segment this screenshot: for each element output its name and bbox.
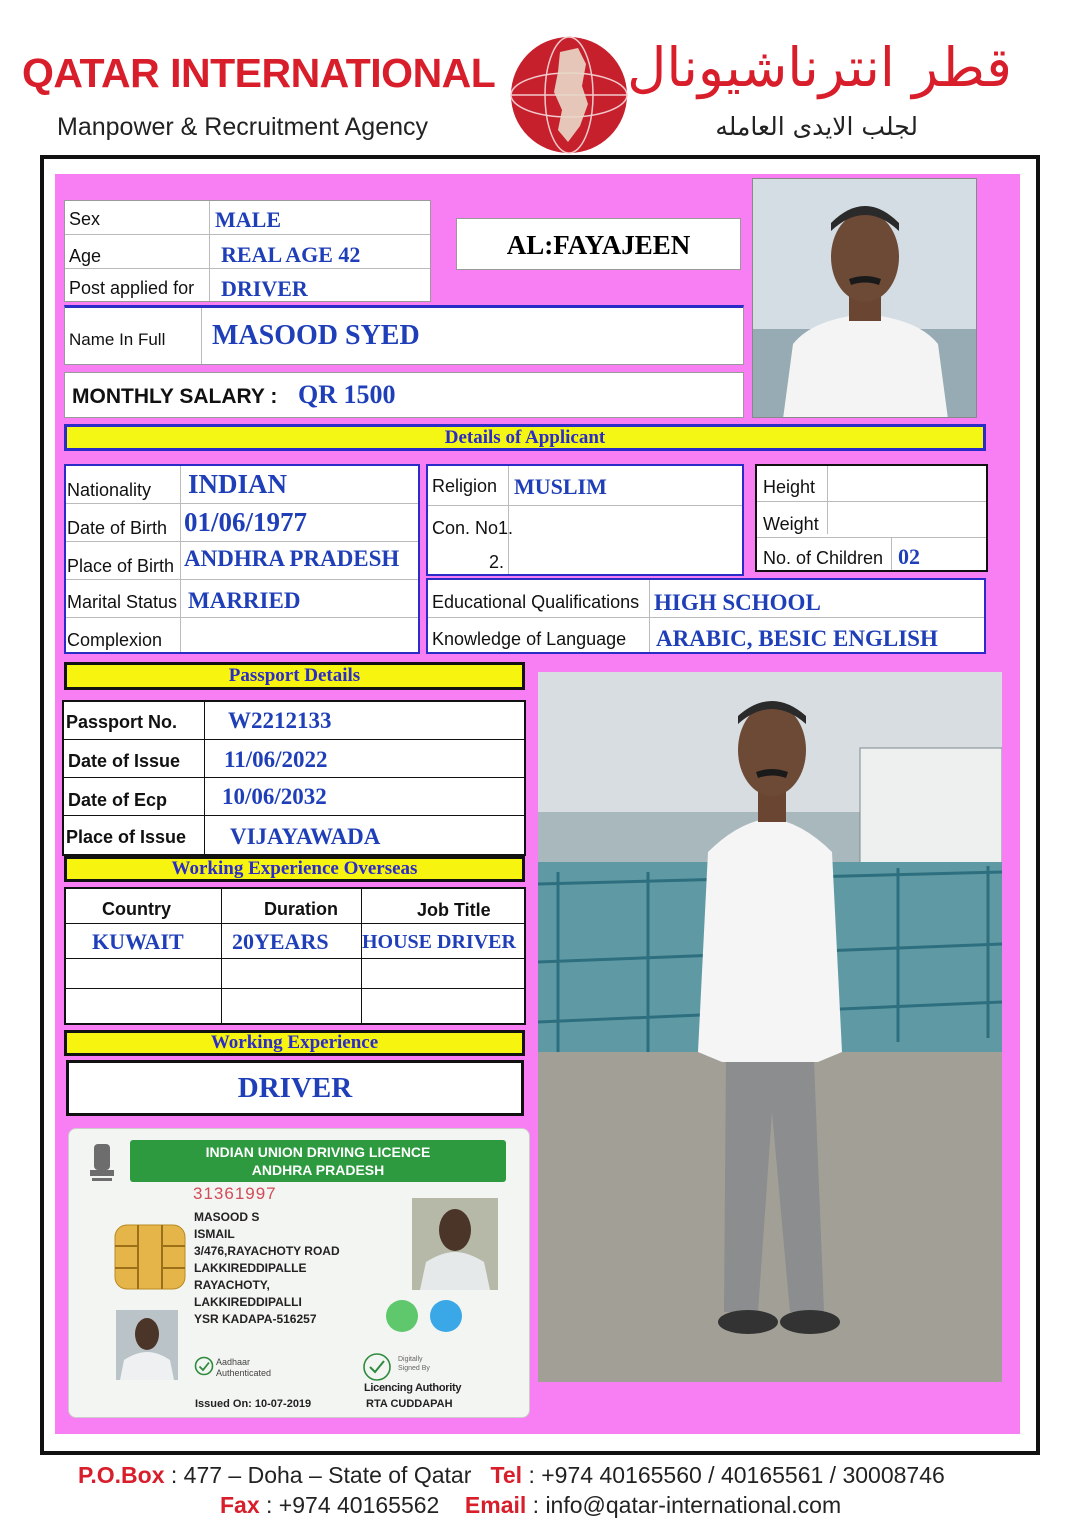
height-label: Height bbox=[763, 477, 816, 497]
footer-line-2 bbox=[220, 1492, 841, 1519]
weight-label: Weight bbox=[763, 514, 819, 534]
work-box bbox=[66, 1060, 524, 1116]
aadhaar-line2: Authenticated bbox=[216, 1368, 272, 1378]
dob-label: Date of Birth bbox=[67, 518, 168, 538]
overseas-job: HOUSE DRIVER bbox=[362, 931, 516, 953]
fax-value: : +974 40165562 bbox=[266, 1492, 440, 1518]
col-job-title: Job Title bbox=[417, 900, 491, 920]
passport-no-value: W2212133 bbox=[228, 708, 332, 733]
digital-line1: Digitally bbox=[398, 1356, 423, 1363]
licence-number: 31361997 bbox=[193, 1184, 277, 1203]
salary-value: QR 1500 bbox=[298, 380, 396, 409]
brand-tagline: Manpower & Recruitment Agency bbox=[57, 113, 429, 141]
licence-header bbox=[130, 1140, 506, 1182]
passport-title: Passport Details bbox=[64, 662, 525, 690]
email-value[interactable]: : info@qatar-international.com bbox=[532, 1492, 842, 1518]
employer-name: AL:FAYAJEEN bbox=[506, 230, 691, 260]
basic-info-table bbox=[64, 200, 431, 302]
fax-label: Fax bbox=[220, 1492, 260, 1518]
education-value: HIGH SCHOOL bbox=[654, 590, 821, 615]
language-label: Knowledge of Language bbox=[432, 629, 627, 649]
overseas-country: KUWAIT bbox=[92, 929, 184, 954]
education-table bbox=[426, 578, 986, 654]
issue-place-label: Place of Issue bbox=[66, 827, 187, 847]
digital-line2: Signed By bbox=[398, 1365, 430, 1372]
digital-sign-check-icon bbox=[362, 1352, 392, 1382]
expiry-date-label: Date of Ecp bbox=[68, 790, 168, 810]
email-label: Email bbox=[464, 1492, 527, 1518]
tel-value: : +974 40165560 / 40165561 / 30008746 bbox=[528, 1462, 945, 1488]
salary-label: MONTHLY SALARY : bbox=[72, 385, 278, 408]
licence-photo bbox=[412, 1198, 498, 1290]
globe-logo-icon bbox=[508, 34, 630, 156]
col-duration: Duration bbox=[264, 899, 338, 919]
marital-label: Marital Status bbox=[67, 592, 178, 612]
licence-small-photo bbox=[116, 1310, 178, 1380]
passport-table bbox=[62, 700, 526, 856]
post-label: Post applied for bbox=[69, 278, 195, 298]
issue-place-value: VIJAYAWADA bbox=[230, 824, 381, 849]
children-label: No. of Children bbox=[763, 548, 884, 568]
expiry-date-value: 10/06/2032 bbox=[222, 784, 327, 809]
issue-date-value: 11/06/2022 bbox=[224, 747, 328, 772]
complexion-label: Complexion bbox=[67, 630, 163, 650]
work-value: DRIVER bbox=[237, 1072, 353, 1104]
tel-label: Tel bbox=[490, 1462, 523, 1488]
licence-authority: Licencing Authority bbox=[364, 1382, 462, 1394]
work-title: Working Experience bbox=[64, 1030, 525, 1056]
education-label: Educational Qualifications bbox=[432, 592, 640, 612]
passport-no-label: Passport No. bbox=[66, 712, 178, 732]
licence-head-line1: INDIAN UNION DRIVING LICENCE bbox=[205, 1144, 431, 1160]
pobox-label: P.O.Box bbox=[78, 1462, 165, 1488]
applicant-full-photo bbox=[538, 672, 1002, 1382]
licence-line: LAKKIREDDIPALLI bbox=[194, 1295, 302, 1309]
licence-rta: RTA CUDDAPAH bbox=[366, 1398, 453, 1410]
issue-date-label: Date of Issue bbox=[68, 751, 181, 771]
arabic-brand: قطر انترناشيونال bbox=[627, 36, 1012, 99]
licence-line: 3/476,RAYACHOTY ROAD bbox=[194, 1244, 340, 1258]
overseas-title: Working Experience Overseas bbox=[64, 856, 525, 882]
name-label: Name In Full bbox=[69, 330, 166, 349]
pob-value: ANDHRA PRADESH bbox=[184, 546, 400, 571]
age-label: Age bbox=[69, 246, 102, 266]
religion-value: MUSLIM bbox=[514, 474, 607, 499]
applicant-portrait bbox=[752, 178, 977, 418]
licence-line: MASOOD S bbox=[194, 1210, 260, 1224]
pob-label: Place of Birth bbox=[67, 556, 175, 576]
sex-label: Sex bbox=[69, 209, 101, 229]
overseas-table bbox=[64, 887, 526, 1025]
nationality-value: INDIAN bbox=[188, 469, 288, 499]
contact1-label: Con. No1. bbox=[432, 518, 514, 538]
physical-table bbox=[755, 464, 988, 572]
brand-title: QATAR INTERNATIONAL bbox=[22, 50, 496, 96]
marital-value: MARRIED bbox=[188, 588, 301, 613]
children-value: 02 bbox=[898, 544, 920, 569]
language-value: ARABIC, BESIC ENGLISH bbox=[656, 626, 938, 651]
licence-address bbox=[194, 1209, 340, 1328]
aadhaar-text bbox=[216, 1357, 271, 1379]
age-value: REAL AGE 42 bbox=[221, 242, 361, 267]
salary-box bbox=[64, 372, 744, 418]
pobox-value: : 477 – Doha – State of Qatar bbox=[170, 1462, 472, 1488]
green-dot-icon bbox=[386, 1300, 418, 1332]
chip-icon bbox=[114, 1224, 186, 1290]
licence-line: YSR KADAPA-516257 bbox=[194, 1312, 317, 1326]
aadhaar-line1: Aadhaar bbox=[216, 1357, 251, 1367]
details-title: Details of Applicant bbox=[64, 424, 986, 451]
emblem-icon bbox=[84, 1140, 120, 1184]
applicant-name: MASOOD SYED bbox=[212, 320, 420, 351]
licence-line: LAKKIREDDIPALLE bbox=[194, 1261, 307, 1275]
contact2-label: 2. bbox=[489, 552, 505, 572]
col-country: Country bbox=[102, 899, 171, 919]
licence-line: RAYACHOTY, bbox=[194, 1278, 270, 1292]
religion-label: Religion bbox=[432, 476, 498, 496]
aadhaar-check-icon bbox=[194, 1356, 214, 1376]
licence-line: ISMAIL bbox=[194, 1227, 235, 1241]
sex-value: MALE bbox=[215, 207, 281, 232]
nationality-label: Nationality bbox=[67, 480, 152, 500]
overseas-duration: 20YEARS bbox=[232, 929, 329, 954]
name-box bbox=[64, 305, 744, 365]
arabic-tagline: لجلب الايدى العامله bbox=[715, 112, 918, 141]
licence-issued-on: Issued On: 10-07-2019 bbox=[195, 1398, 312, 1410]
dob-value: 01/06/1977 bbox=[184, 507, 308, 537]
employer-box bbox=[456, 218, 741, 270]
post-value: DRIVER bbox=[221, 276, 308, 301]
personal-details-table bbox=[64, 464, 420, 654]
religion-contact-table bbox=[426, 464, 744, 576]
blue-dot-icon bbox=[430, 1300, 462, 1332]
footer-line-1 bbox=[78, 1462, 945, 1489]
licence-head-line2: ANDHRA PRADESH bbox=[251, 1162, 385, 1178]
digital-sign-text bbox=[398, 1355, 430, 1373]
